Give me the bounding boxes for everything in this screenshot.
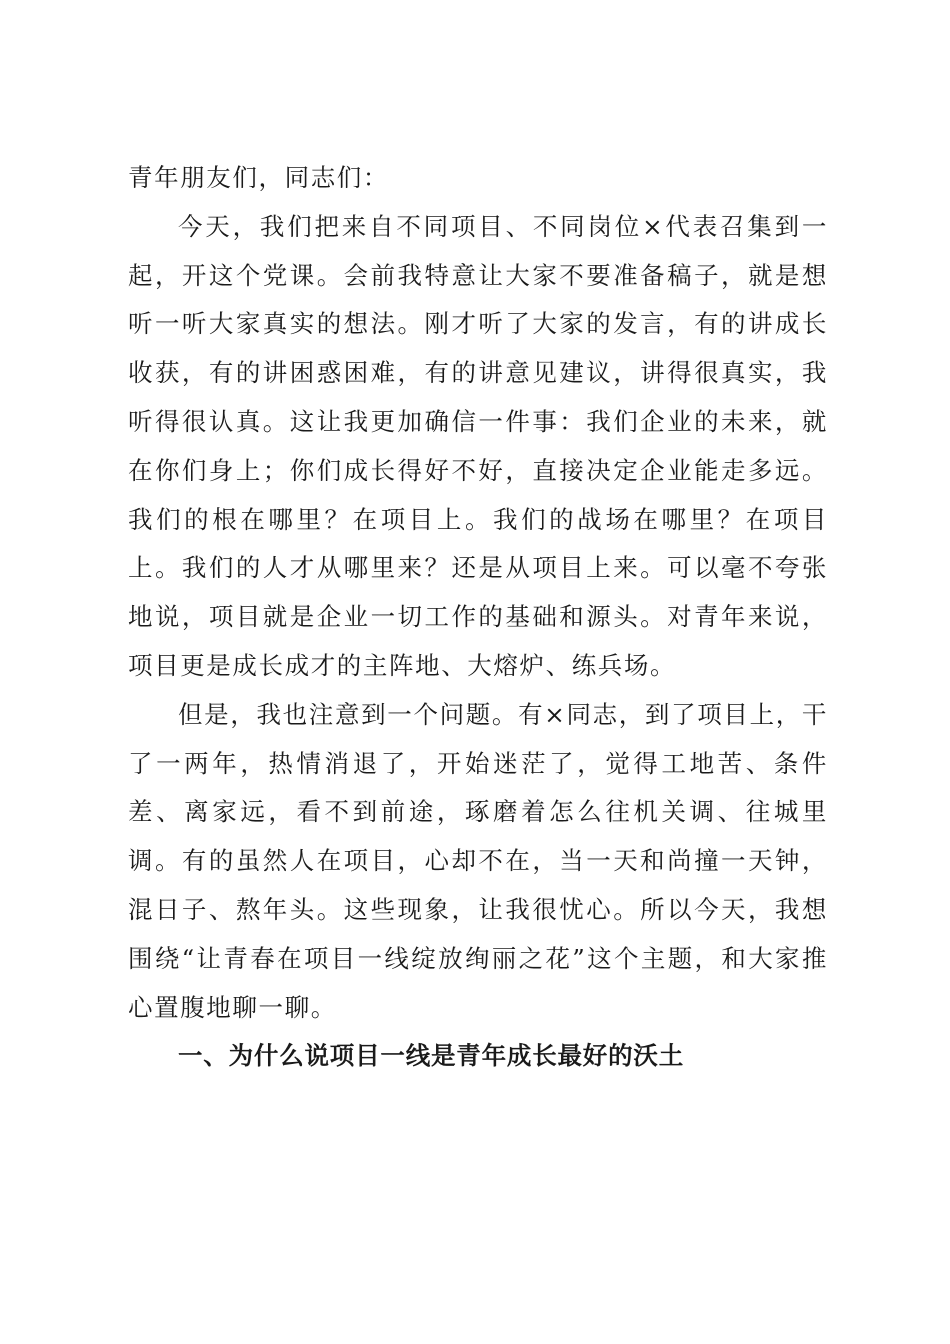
- section-heading: 一、为什么说项目一线是青年成长最好的沃土: [178, 1041, 684, 1071]
- document-body: [128, 154, 828, 1081]
- paragraph-opening: 今天，我们把来自不同项目、不同岗位×代表召集到一起，开这个党课。会前我特意让大家不要准备稿子，就是想听一听大家真实的想法。刚才听了大家的发言，有的讲成长收获，有的讲困惑困难，有的讲意见建议，讲得很真实，我听得很认真。这让我更加确信一件事：我们企业的未来，就在你们身上；你们成长得好不好，直接决定企业能走多远。我们的根在哪里？在项目上。我们的战场在哪里？在项目上。我们的人才从哪里来？还是从项目上来。可以毫不夸张地说，项目就是企业一切工作的基础和源头。对青年来说，项目更是成长成才的主阵地、大熔炉、练兵场。: [128, 211, 828, 680]
- salutation: 青年朋友们，同志们：: [128, 163, 389, 192]
- paragraph-problem: 但是，我也注意到一个问题。有×同志，到了项目上，干了一两年，热情消退了，开始迷茫了，觉得工地苦、条件差、离家远，看不到前途，琢磨着怎么往机关调、往城里调。有的虽然人在项目，心却不在，当一天和尚撞一天钟，混日子、熬年头。这些现象，让我很忧心。所以今天，我想围绕“让青春在项目一线绽放绚丽之花”这个主题，和大家推心置腹地聊一聊。: [128, 699, 828, 1022]
